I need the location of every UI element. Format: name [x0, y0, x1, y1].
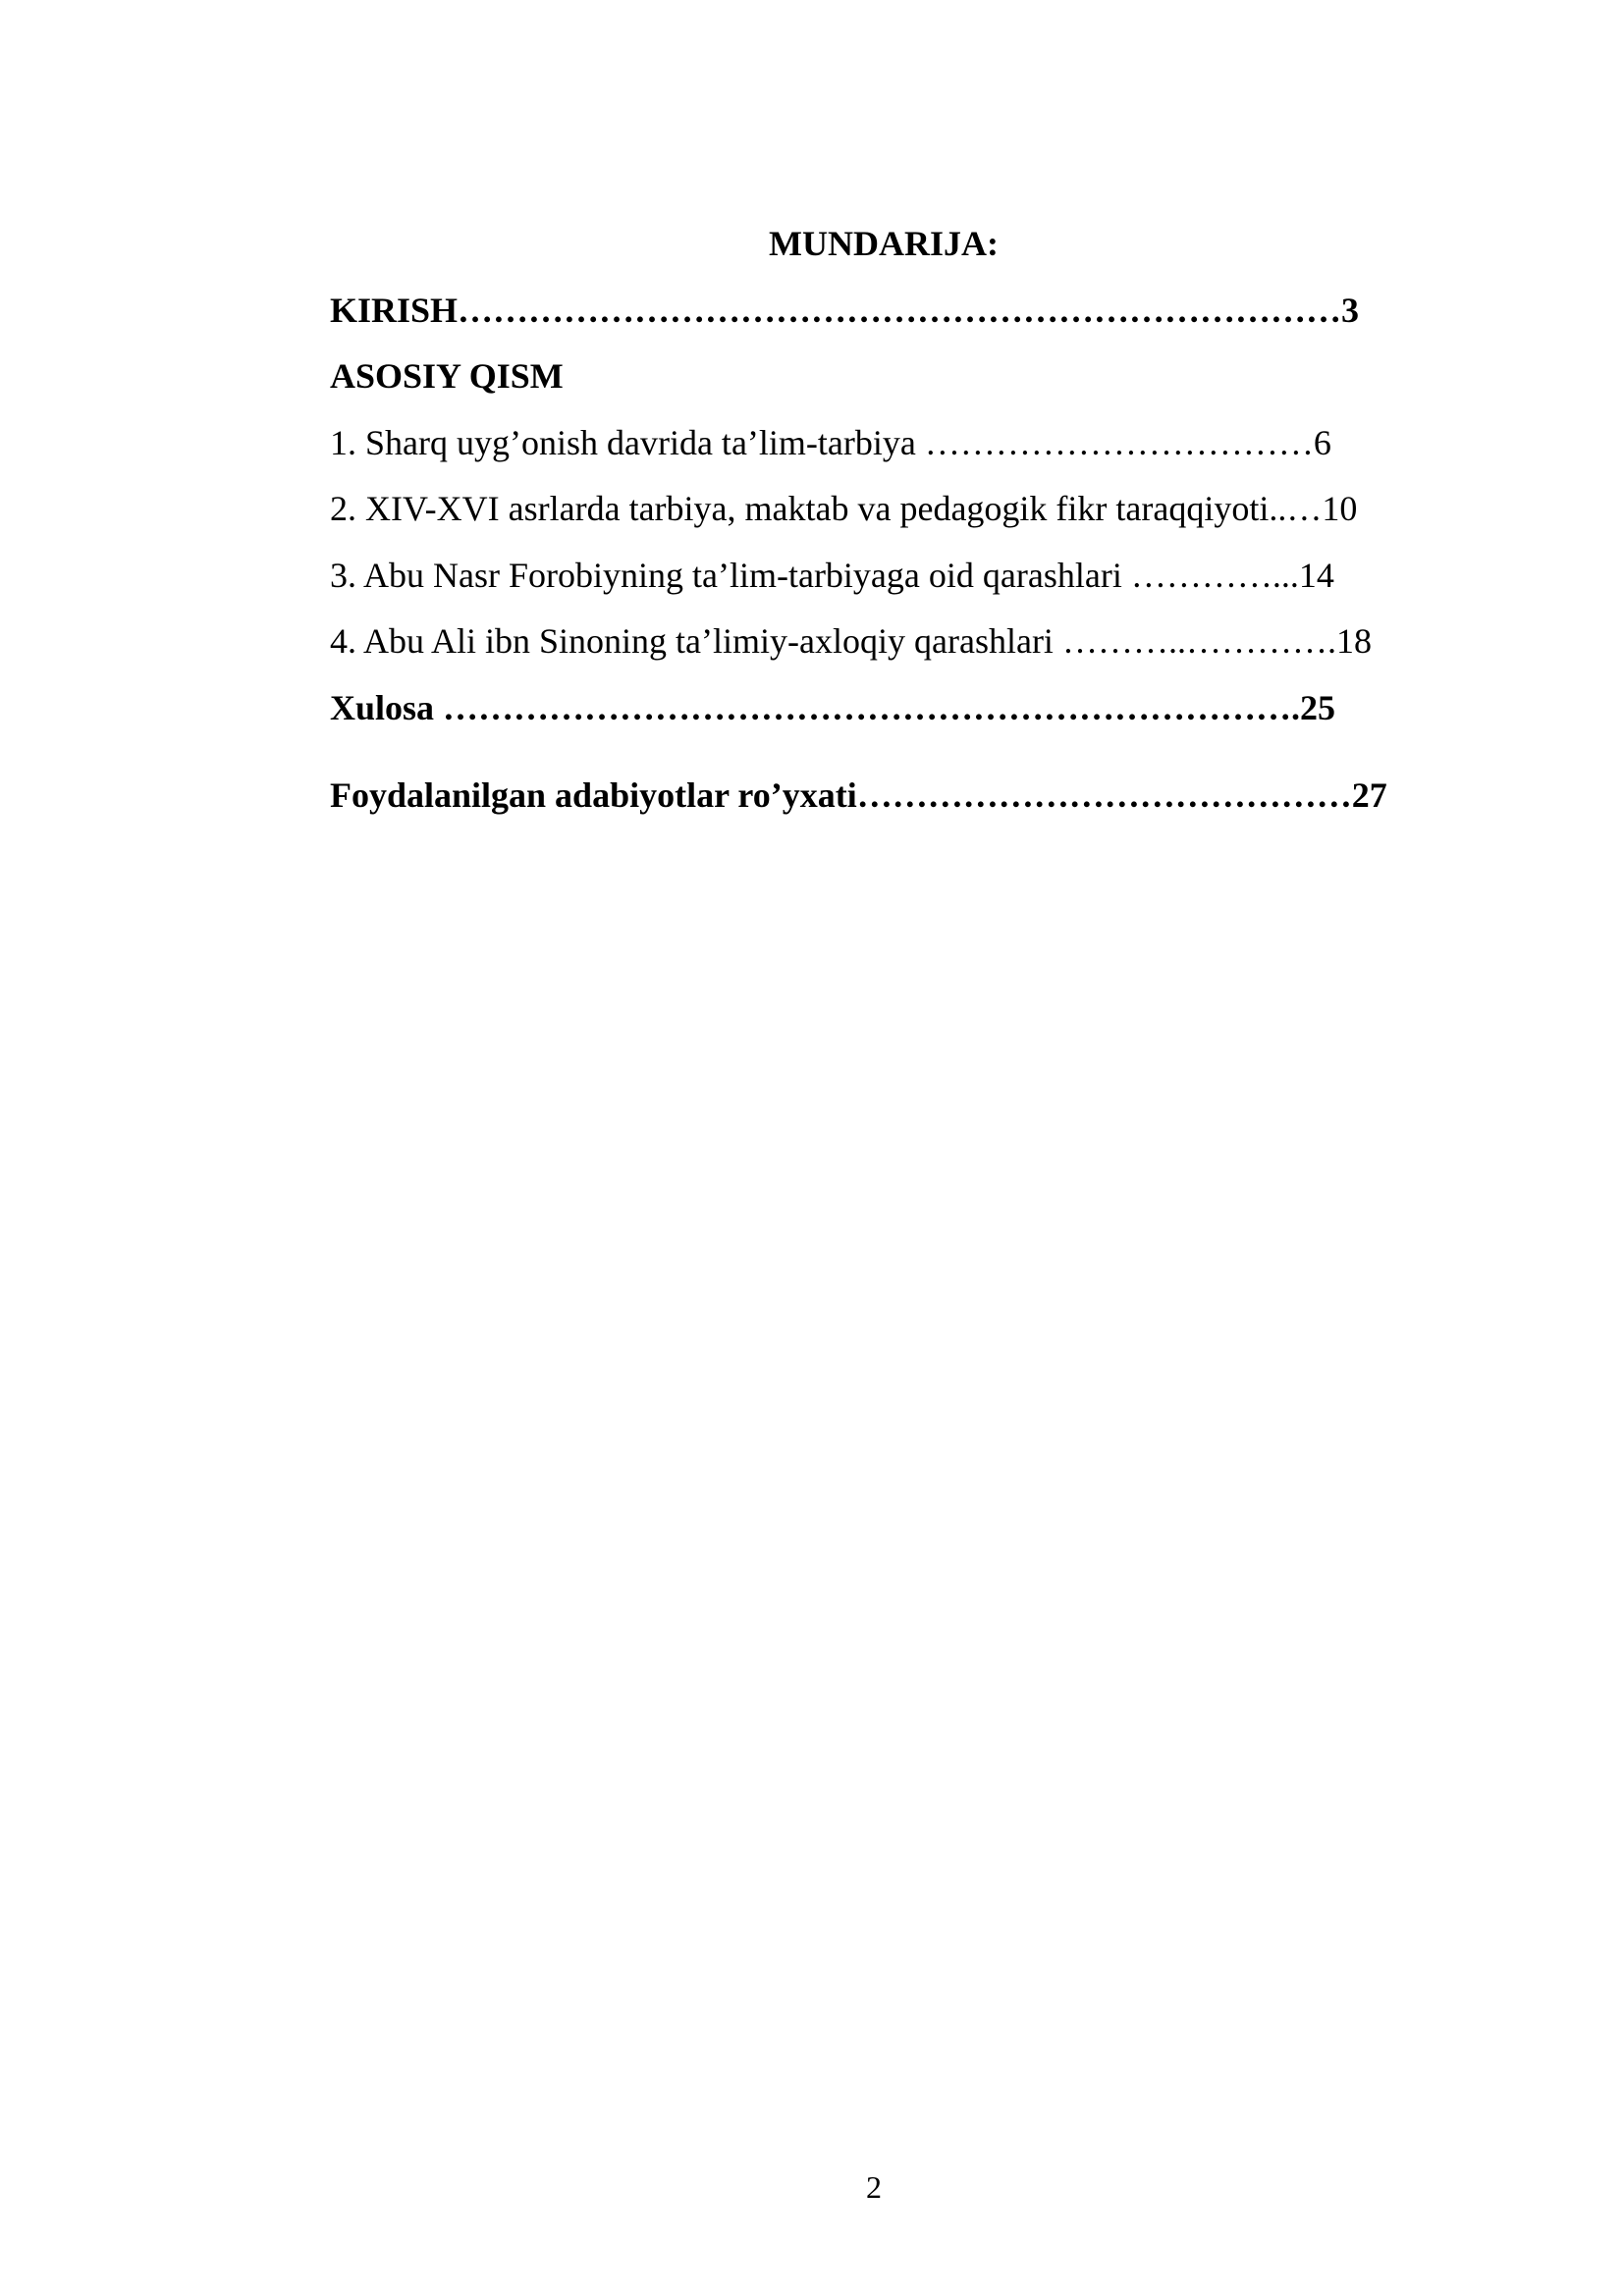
- toc-entry-page: 6: [1313, 423, 1331, 462]
- toc-entry-leader: ……………………………………: [856, 775, 1352, 815]
- toc-entry-3[interactable]: [330, 554, 1334, 597]
- toc-entry-leader: ……………………………………………………………….: [443, 688, 1301, 727]
- toc-entry-label: Foydalanilgan adabiyotlar ro’yxati: [330, 775, 857, 815]
- toc-entry-page: 25: [1300, 688, 1336, 727]
- toc-entry-leader: …………………………………………………………………: [458, 291, 1342, 330]
- toc-entry-kirish[interactable]: [330, 289, 1359, 332]
- toc-entry-leader: ……………………………: [924, 423, 1314, 462]
- toc-entry-label: 1. Sharq uyg’onish davrida ta’lim-tarbiya: [330, 423, 925, 462]
- toc-entry-label: ASOSIY QISM: [330, 356, 564, 396]
- toc-entry-leader: ………..………….: [1061, 621, 1336, 661]
- toc-section-heading: [330, 354, 564, 398]
- toc-entry-xulosa[interactable]: [330, 686, 1335, 729]
- page-number: 2: [866, 2169, 882, 2205]
- toc-entry-label: 3. Abu Nasr Forobiyning ta’lim-tarbiyaga oid qarashlari: [330, 556, 1131, 595]
- toc-entry-label: KIRISH: [330, 291, 459, 330]
- toc-entry-4[interactable]: [330, 619, 1372, 663]
- toc-entry-page: 18: [1335, 621, 1372, 661]
- toc-entry-page: 3: [1341, 291, 1360, 330]
- toc-entry-page: 10: [1322, 489, 1358, 528]
- toc-entry-label: 4. Abu Ali ibn Sinoning ta’limiy-axloqiy qarashlari: [330, 621, 1062, 661]
- toc-entry-page: 14: [1298, 556, 1334, 595]
- toc-entry-page: 27: [1351, 775, 1387, 815]
- toc-entry-label: 2. XIV-XVI asrlarda tarbiya, maktab va pedagogik fikr taraqqiyoti.: [330, 489, 1278, 528]
- toc-entry-leader: …………...: [1130, 556, 1299, 595]
- toc-entry-2[interactable]: [330, 487, 1357, 530]
- toc-entry-leader: .…: [1277, 489, 1323, 528]
- toc-entry-1[interactable]: [330, 421, 1331, 464]
- toc-title: MUNDARIJA:: [769, 224, 999, 263]
- toc-entry-label: Xulosa: [330, 688, 444, 727]
- toc-entry-bibliography[interactable]: [330, 774, 1387, 817]
